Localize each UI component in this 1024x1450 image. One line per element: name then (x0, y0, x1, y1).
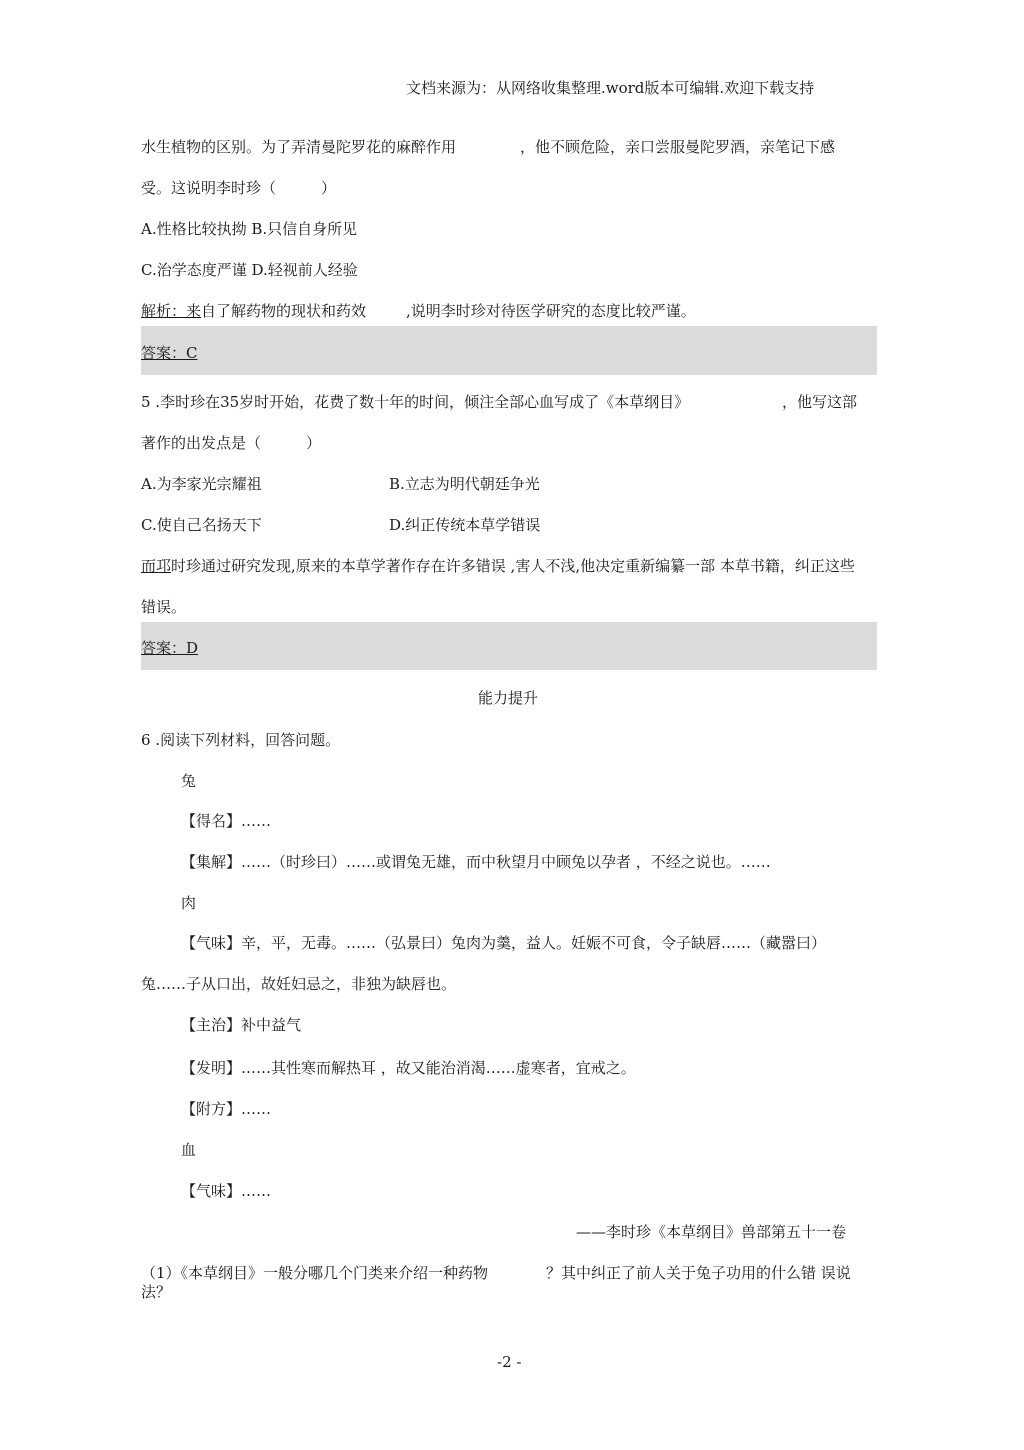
q4-analysis-label: 解析：来 (141, 302, 202, 320)
q5-option-c: C.使自己名扬天下 (141, 516, 262, 534)
q6-material-fufang: 【附方】…… (181, 1100, 272, 1118)
q4-analysis-conclusion: ,说明李时珍对待医学研究的态度比较严谨。 (406, 302, 696, 320)
q6-material-name: 【得名】…… (181, 812, 272, 830)
q6-material-faming: 【发明】……其性寒而解热耳 ，故又能治消渴……虚寒者，宜戒之。 (181, 1059, 636, 1077)
q5-line1-a: 5 .李时珍在35岁时开始，花费了数十年的时间，倾注全部心血写成了《本草纲目》 (141, 393, 690, 411)
q6-material-qiwei2: 【气味】…… (181, 1182, 272, 1200)
q4-options-ab: A.性格比较执拗 B.只信自身所见 (141, 220, 358, 238)
q4-answer-highlight (141, 326, 877, 375)
q4-line2: 受。这说明李时珍（ ） (141, 179, 337, 197)
q6-material-zhuzhi: 【主治】补中益气 (181, 1016, 302, 1034)
q6-sub1-c: 法？ (141, 1283, 172, 1301)
q6-sub1-a: （1）《本草纲目》一般分哪几个门类来介绍一种药物 (141, 1264, 489, 1282)
q6-intro: 6 .阅读下列材料，回答问题。 (141, 731, 341, 749)
source-note: 文档来源为：从网络收集整理.word版本可编辑.欢迎下载支持 (406, 79, 815, 97)
q5-answer: 答案：D (141, 639, 199, 657)
q6-citation: ——李时珍《本草纲目》兽部第五十一卷 (576, 1223, 847, 1241)
page-number: -2 - (497, 1353, 522, 1371)
q5-analysis-line2: 错误。 (141, 598, 187, 616)
q6-material-qiwei: 【气味】辛，平，无毒。……（弘景曰）兔肉为羹，益人。妊娠不可食，令子缺唇……（藏嚣曰） (181, 934, 827, 952)
q4-analysis (141, 301, 696, 321)
q5-analysis-text: 时珍通过研究发现,原来的本草学著作存在许多错误 ,害人不浅,他决定重新编纂一部 本草书籍，纠正这些 (171, 557, 855, 575)
q6-material-meat: 肉 (181, 894, 197, 912)
q5-option-a: A.为李家光宗耀祖 (141, 475, 262, 493)
q5-analysis (141, 556, 855, 576)
q6-material-jijie: 【集解】……（时珍曰）……或谓兔无雄，而中秋望月中顾兔以孕者 ，不经之说也。…… (181, 853, 771, 871)
section-title: 能力提升 (478, 689, 539, 707)
q4-analysis-text: 自了解药物的现状和药效 (201, 302, 367, 320)
q4-options-cd: C.治学态度严谨 D.轻视前人经验 (141, 261, 358, 279)
q6-material-qiwei-cont: 兔……子从口出，故妊妇忌之，非独为缺唇也。 (141, 975, 457, 993)
q5-line2: 著作的出发点是（ ） (141, 434, 322, 452)
q6-material-rabbit: 兔 (181, 772, 197, 790)
q6-sub1-b: ？其中纠正了前人关于兔子功用的什么错 误说 (546, 1264, 851, 1282)
q4-line1-a: 水生植物的区别。为了弄清曼陀罗花的麻醉作用 (141, 138, 457, 156)
q4-answer: 答案：C (141, 344, 198, 362)
q5-option-b: B.立志为明代朝廷争光 (389, 475, 540, 493)
q6-material-blood: 血 (181, 1141, 197, 1159)
q4-line1-b: ，他不顾危险，亲口尝服曼陀罗酒，亲笔记下感 (520, 138, 836, 156)
q5-answer-highlight (141, 622, 877, 670)
q5-analysis-garbled: 而邛 (141, 557, 172, 575)
q5-option-d: D.纠正传统本草学错误 (389, 516, 541, 534)
q5-line1-b: ，他写这部 (782, 393, 858, 411)
